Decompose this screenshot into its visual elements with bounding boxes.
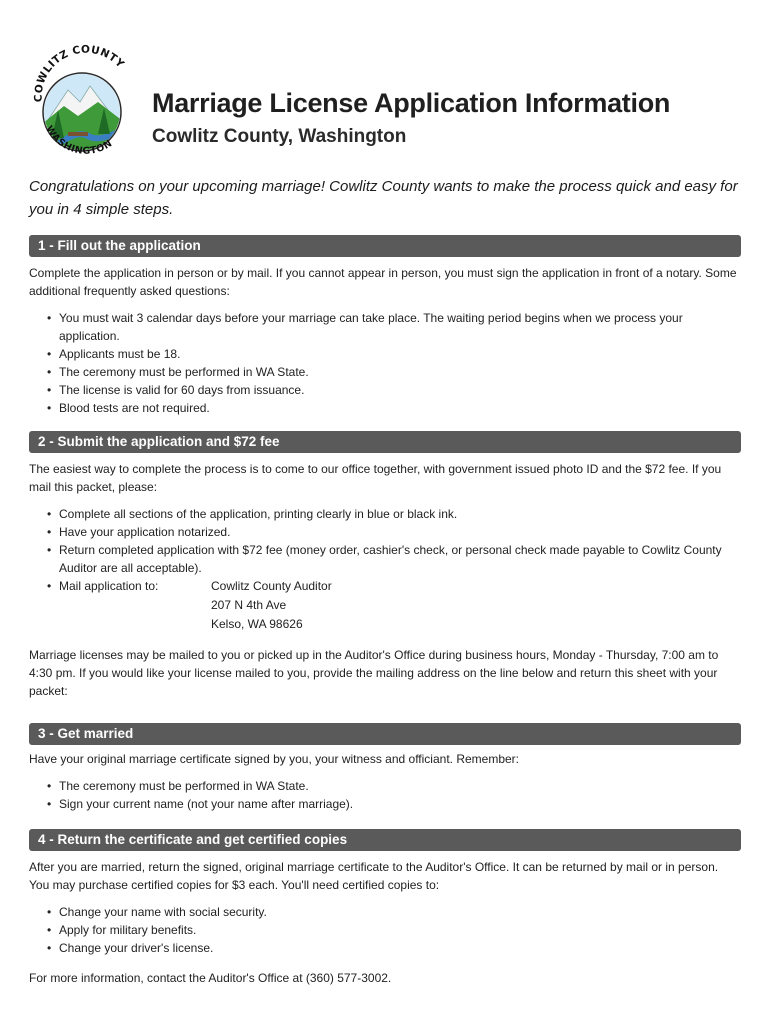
section-get-married: [29, 723, 741, 813]
seal-bottom-text: WASHINGTON: [43, 123, 115, 157]
list-item: • The ceremony must be performed in WA State.: [59, 777, 741, 795]
address-line: Cowlitz County Auditor: [211, 579, 332, 593]
mail-label: • Mail application to:: [59, 579, 159, 593]
section-return-certificate: [29, 829, 741, 987]
section-paragraph: After you are married, return the signed, original marriage certificate to the Auditor's Office. It can be returned by mail or in person. You may purchase certified copies for $3 each. You'll need certified copies to:: [29, 860, 719, 892]
bullet-list: [29, 777, 741, 813]
bullet-list: [29, 505, 741, 634]
intro-text: Congratulations on your upcoming marriage! Cowlitz County wants to make the process quick and easy for you in 4 simple steps.: [29, 178, 738, 218]
list-item: • Blood tests are not required.: [59, 399, 741, 417]
mailing-address-item: [59, 577, 741, 634]
county-seal-logo: [28, 40, 140, 168]
section-heading: 2 - Submit the application and $72 fee: [29, 431, 741, 453]
list-item: • Applicants must be 18.: [59, 345, 741, 363]
list-item: • Complete all sections of the application, printing clearly in blue or black ink.: [59, 505, 741, 523]
seal-top-text: COWLITZ COUNTY: [32, 43, 127, 103]
section-heading: 1 - Fill out the application: [29, 235, 741, 257]
document-header: [28, 40, 748, 170]
mailing-address: [211, 577, 332, 634]
section-submit-application: [29, 431, 741, 700]
list-item: • Return completed application with $72 fee (money order, cashier's check, or personal check made payable to Cowlitz County Auditor are all acceptable).: [59, 541, 741, 577]
list-item: • The ceremony must be performed in WA State.: [59, 363, 741, 381]
section-paragraph: Complete the application in person or by mail. If you cannot appear in person, you must sign the application in front of a notary. Some additional frequently asked questions:: [29, 266, 737, 298]
address-line: Kelso, WA 98626: [211, 617, 303, 631]
list-item: • You must wait 3 calendar days before your marriage can take place. The waiting period begins when we process your application.: [59, 309, 741, 345]
section-heading: 3 - Get married: [29, 723, 741, 745]
page-title: Marriage License Application Information: [152, 88, 671, 118]
contact-footer: For more information, contact the Auditor's Office at (360) 577-3002.: [29, 971, 392, 985]
list-item: • Change your name with social security.: [59, 903, 741, 921]
section-paragraph: Have your original marriage certificate signed by you, your witness and officiant. Remember:: [29, 752, 520, 766]
bullet-list: [29, 309, 741, 417]
list-item: • The license is valid for 60 days from issuance.: [59, 381, 741, 399]
address-line: 207 N 4th Ave: [211, 598, 287, 612]
section-paragraph: The easiest way to complete the process is to come to our office together, with government issued photo ID and the $72 fee. If you mail this packet, please:: [29, 462, 722, 494]
list-item: • Change your driver's license.: [59, 939, 741, 957]
list-item: • Apply for military benefits.: [59, 921, 741, 939]
section-heading: 4 - Return the certificate and get certified copies: [29, 829, 741, 851]
list-item: • Sign your current name (not your name after marriage).: [59, 795, 741, 813]
pickup-paragraph: Marriage licenses may be mailed to you or picked up in the Auditor's Office during business hours, Monday - Thursday, 7:00 am to 4:30 pm. If you would like your license mailed to you, provide the mailing address on the line below and return this sheet with your packet:: [29, 648, 719, 698]
page-subtitle: Cowlitz County, Washington: [152, 126, 407, 147]
bullet-list: [29, 903, 741, 957]
section-fill-out-application: [29, 235, 741, 417]
list-item: • Have your application notarized.: [59, 523, 741, 541]
